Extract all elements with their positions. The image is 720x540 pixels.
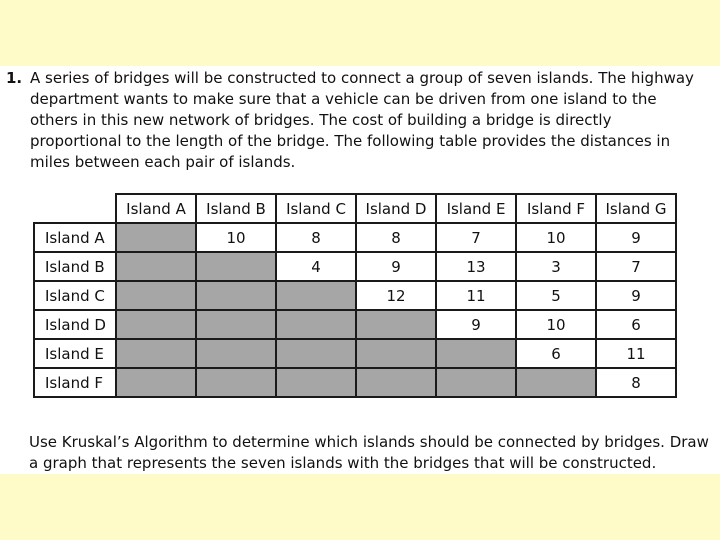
distance-cell: 11 — [436, 281, 516, 310]
question-number: 1. — [6, 69, 23, 87]
table-header-row — [34, 194, 676, 223]
shaded-cell — [436, 339, 516, 368]
table-row — [34, 310, 676, 339]
row-label: Island C — [34, 281, 116, 310]
column-header: Island E — [436, 194, 516, 223]
column-header: Island G — [596, 194, 676, 223]
row-label: Island F — [34, 368, 116, 397]
distance-cell: 7 — [436, 223, 516, 252]
instructions-text: Use Kruskal’s Algorithm to determine which islands should be connected by bridges. Draw a graph that represents the seven islands with the bridges that will be constructed. — [29, 433, 709, 472]
distance-cell: 12 — [356, 281, 436, 310]
distance-cell: 11 — [596, 339, 676, 368]
shaded-cell — [436, 368, 516, 397]
shaded-cell — [196, 368, 276, 397]
table-row — [34, 281, 676, 310]
shaded-cell — [116, 368, 196, 397]
shaded-cell — [276, 310, 356, 339]
distance-cell: 9 — [596, 281, 676, 310]
distance-cell: 10 — [196, 223, 276, 252]
problem-statement — [6, 68, 706, 173]
table-corner — [34, 194, 116, 223]
table-row — [34, 252, 676, 281]
table-row — [34, 368, 676, 397]
distance-cell: 13 — [436, 252, 516, 281]
distance-cell: 6 — [516, 339, 596, 368]
shaded-cell — [356, 368, 436, 397]
distance-cell: 10 — [516, 223, 596, 252]
shaded-cell — [276, 281, 356, 310]
shaded-cell — [516, 368, 596, 397]
shaded-cell — [356, 339, 436, 368]
shaded-cell — [196, 339, 276, 368]
distance-table — [33, 193, 677, 398]
table-row — [34, 339, 676, 368]
row-label: Island E — [34, 339, 116, 368]
distance-cell: 8 — [276, 223, 356, 252]
row-label: Island A — [34, 223, 116, 252]
column-header: Island F — [516, 194, 596, 223]
shaded-cell — [116, 339, 196, 368]
column-header: Island A — [116, 194, 196, 223]
distance-cell: 5 — [516, 281, 596, 310]
distance-cell: 8 — [356, 223, 436, 252]
row-label: Island B — [34, 252, 116, 281]
distance-cell: 6 — [596, 310, 676, 339]
column-header: Island D — [356, 194, 436, 223]
table-body — [34, 223, 676, 397]
distance-cell: 9 — [356, 252, 436, 281]
distance-cell: 8 — [596, 368, 676, 397]
distance-cell: 9 — [436, 310, 516, 339]
distance-cell: 7 — [596, 252, 676, 281]
distance-cell: 4 — [276, 252, 356, 281]
question-text: A series of bridges will be constructed to connect a group of seven islands. The highway department wants to make sure that a vehicle can be driven from one island to the others in this new network of bridges. The cost of building a bridge is directly proportional to the length of the bridge. The following table provides the distances in miles between each pair of islands. — [30, 69, 694, 171]
shaded-cell — [196, 281, 276, 310]
column-header: Island C — [276, 194, 356, 223]
shaded-cell — [116, 281, 196, 310]
distance-cell: 3 — [516, 252, 596, 281]
shaded-cell — [116, 252, 196, 281]
column-header: Island B — [196, 194, 276, 223]
worksheet-page — [0, 66, 720, 474]
shaded-cell — [276, 368, 356, 397]
shaded-cell — [116, 223, 196, 252]
shaded-cell — [356, 310, 436, 339]
shaded-cell — [276, 339, 356, 368]
shaded-cell — [116, 310, 196, 339]
distance-cell: 10 — [516, 310, 596, 339]
distance-cell: 9 — [596, 223, 676, 252]
row-label: Island D — [34, 310, 116, 339]
shaded-cell — [196, 310, 276, 339]
table-row — [34, 223, 676, 252]
shaded-cell — [196, 252, 276, 281]
